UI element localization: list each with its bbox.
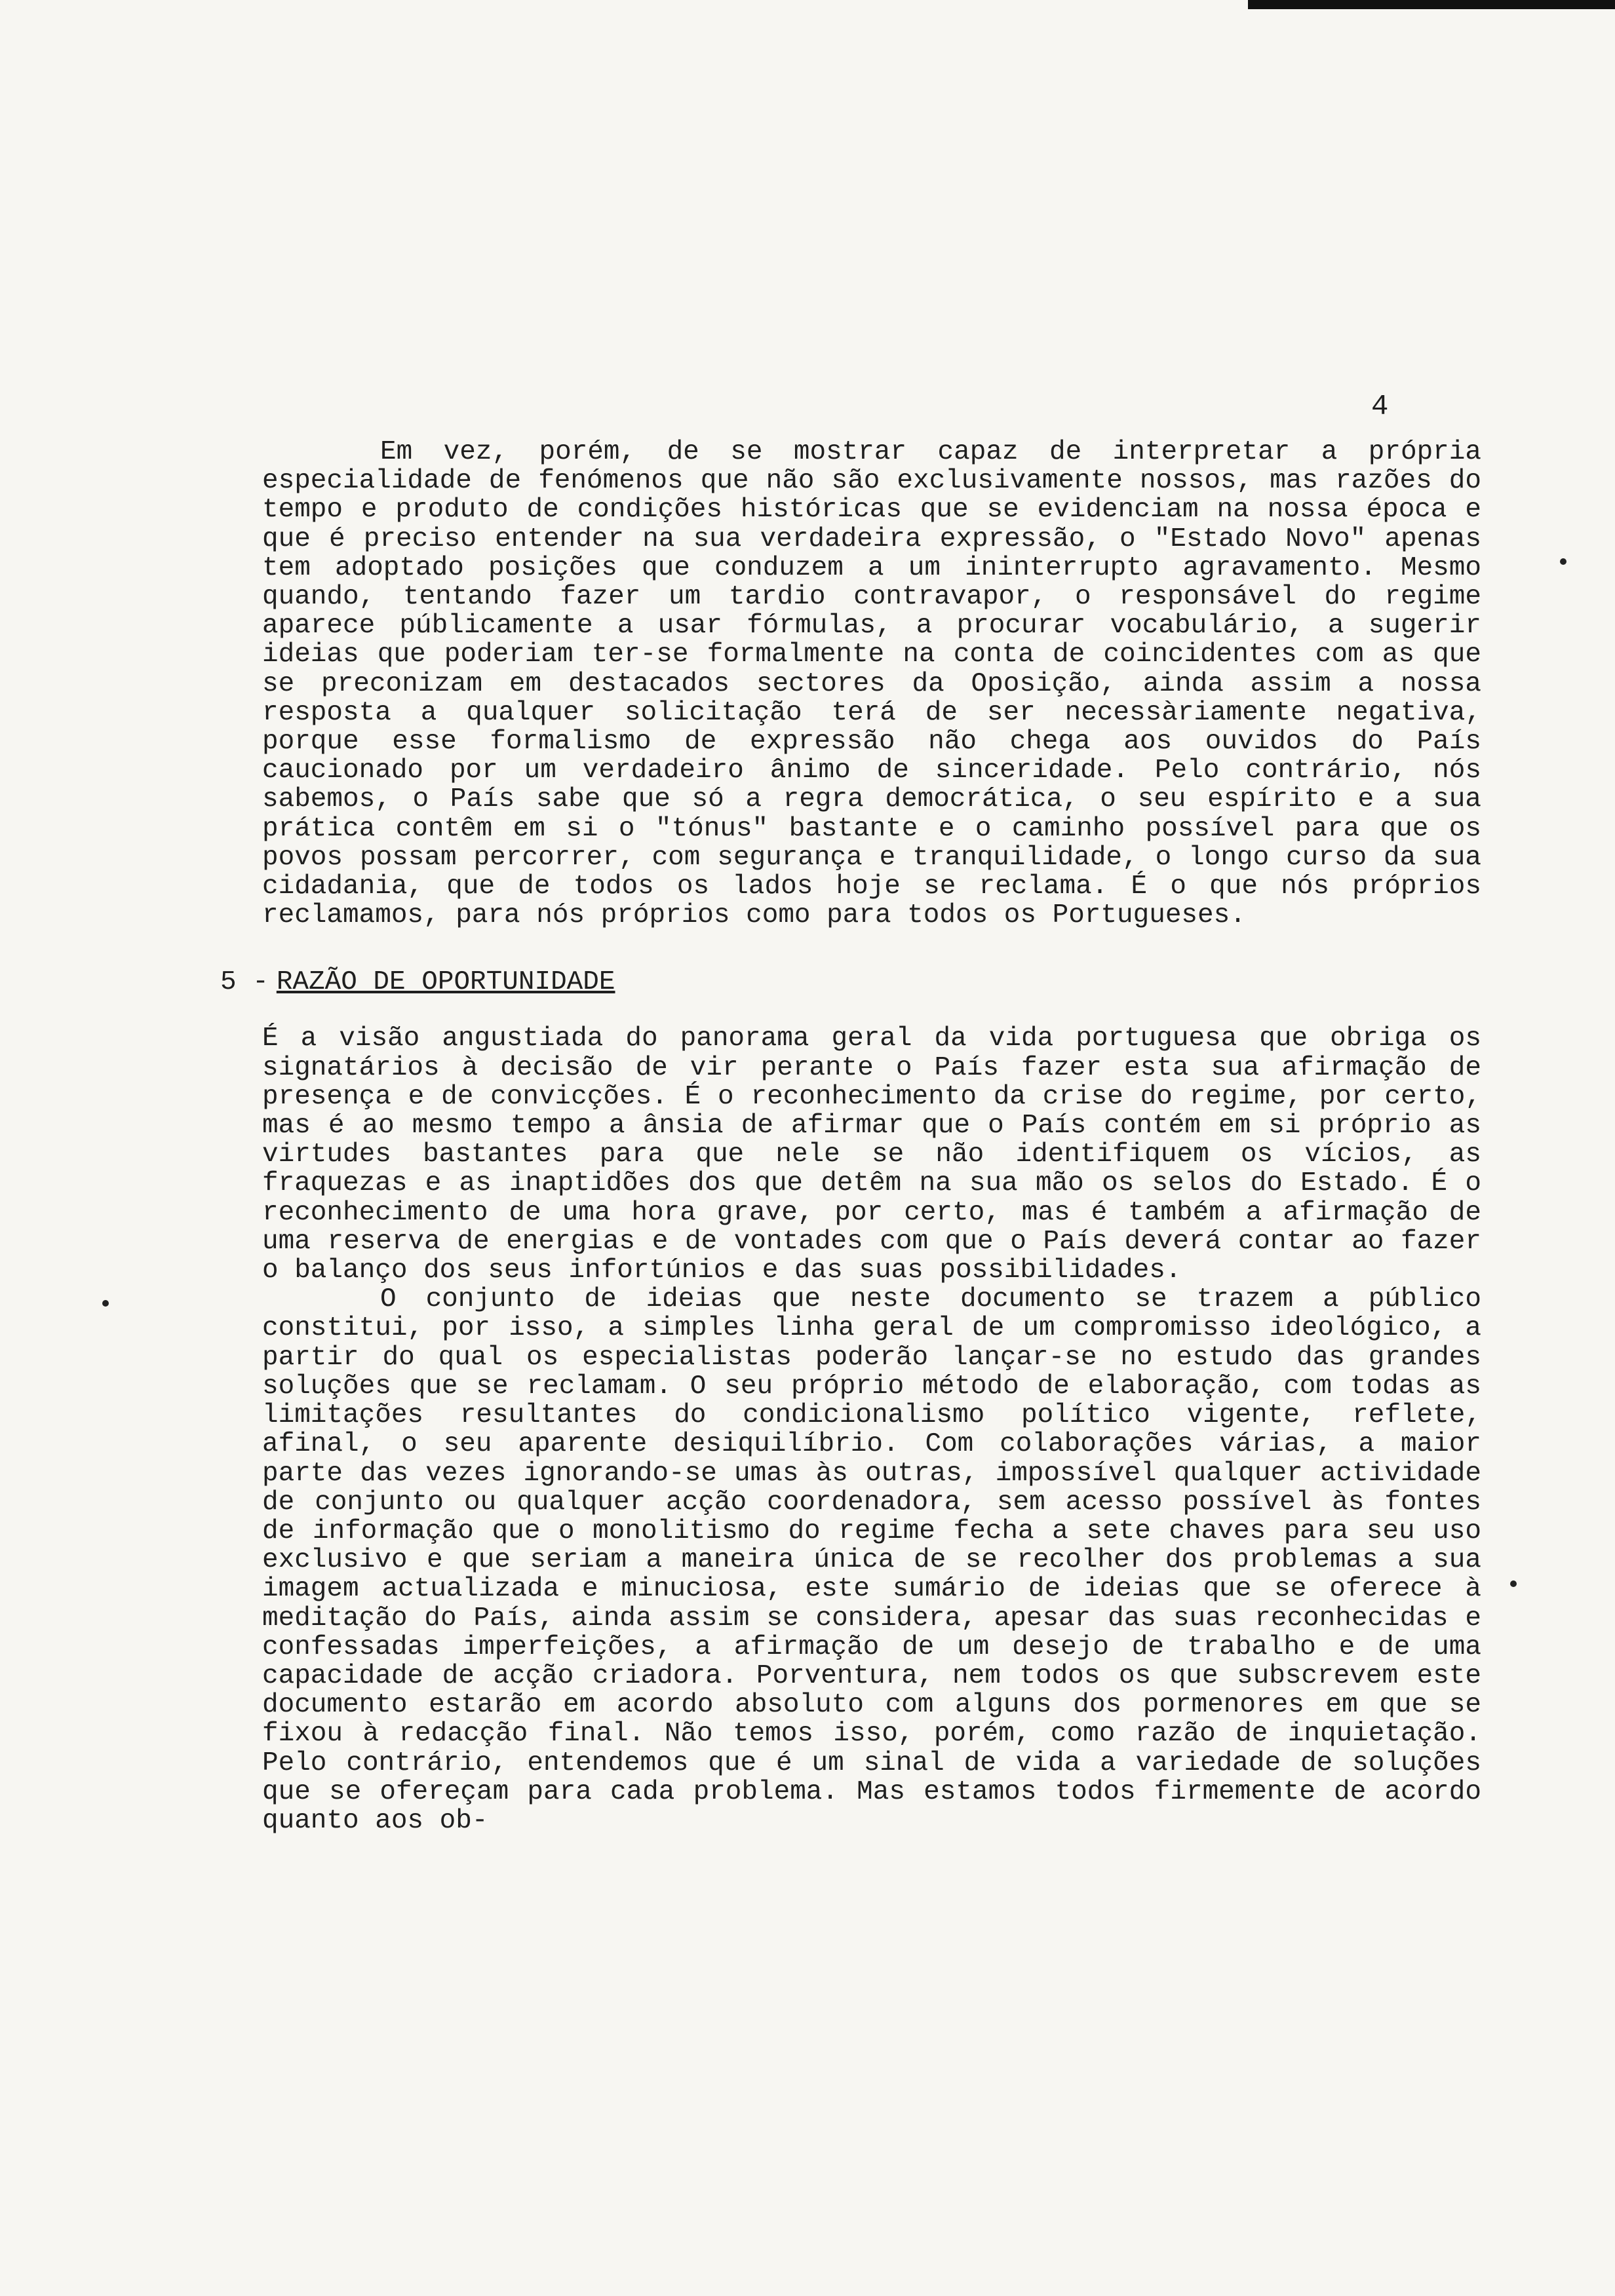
scan-edge — [1248, 0, 1615, 9]
paragraph-1: Em vez, porém, de se mostrar capaz de interpretar a própria especialidade de fenómenos que não são exclusivamente nossos, mas razões do tempo e produto de condições históricas que se evidenciam na nossa época e que é preciso entender na sua verdadeira expressão, o "Estado Novo" apenas tem adoptado posições que conduzem a um ininterrupto agravamento. Mesmo quando, tentando fazer um tardio contravapor, o responsável do regime aparece públicamente a usar fórmulas, a procurar vocabulário, a sugerir ideias que poderiam ter-se formalmente na conta de coincidentes com as que se preconizam em destacados sectores da Oposição, ainda assim a nossa resposta a qualquer solicitação terá de ser necessàriamente negativa, porque esse formalismo de expressão não chega aos ouvidos do País caucionado por um verdadeiro ânimo de sinceridade. Pelo contrário, nós sabemos, o País sabe que só a regra democrática, o seu espírito e a sua prática contêm em si o "tónus" bastante e o caminho possível para que os povos possam percorrer, com segurança e tranquilidade, o longo curso da sua cidadania, que de todos os lados hoje se reclama. É o que nós próprios reclamamos, para nós próprios como para todos os Portugueses. — [262, 437, 1481, 931]
paragraph-3: O conjunto de ideias que neste documento se trazem a público constitui, por isso, a simples linha geral de um compromisso ideológico, a partir do qual os especialistas poderão lançar-se no estudo das grandes soluções que se reclamam. O seu próprio método de elaboração, com todas as limitações resultantes do condicionalismo político vigente, reflete, afinal, o seu aparente desiquilíbrio. Com colaborações várias, a maior parte das vezes ignorando-se umas às outras, impossível qualquer actividade de conjunto ou qualquer acção coordenadora, sem acesso possível às fontes de informação que o monolitismo do regime fecha a sete chaves para seu uso exclusivo e que seriam a maneira única de se recolher dos problemas a sua imagem actualizada e minuciosa, este sumário de ideias que se oferece à meditação do País, ainda assim se considera, apesar das suas reconhecidas e confessadas imperfeições, a afirmação de um desejo de trabalho e de uma capacidade de acção criadora. Porventura, nem todos os que subscrevem este documento estarão em acordo absoluto com alguns dos pormenores em que se fixou à redacção final. Não temos isso, porém, como razão de inquietação. Pelo contrário, entendemos que é um sinal de vida a variedade de soluções que se ofereçam para cada problema. Mas estamos todos firmemente de acordo quanto aos ob- — [262, 1284, 1481, 1836]
document-body — [220, 437, 1481, 1836]
section-title: RAZÃO DE OPORTUNIDADE — [276, 967, 615, 998]
margin-dot — [102, 1300, 109, 1307]
section-heading — [220, 968, 1481, 997]
section-number: 5 - — [220, 967, 269, 998]
paragraph-2: É a visão angustiada do panorama geral da vida portuguesa que obriga os signatários à decisão de vir perante o País fazer esta sua afirmação de presença e de convicções. É o reconhecimento da crise do regime, por certo, mas é ao mesmo tempo a ânsia de afirmar que o País contém em si próprio as virtudes bastantes para que nele se não identifiquem os vícios, as fraquezas e as inaptidões dos que detêm na sua mão os selos do Estado. É o reconhecimento de uma hora grave, por certo, mas é também a afirmação de uma reserva de energias e de vontades com que o País deverá contar ao fazer o balanço dos seus infortúnios e das suas possibilidades. — [262, 1024, 1481, 1286]
margin-dot — [1560, 558, 1566, 565]
page-number: 4 — [1371, 391, 1389, 423]
margin-dot — [1510, 1580, 1517, 1587]
